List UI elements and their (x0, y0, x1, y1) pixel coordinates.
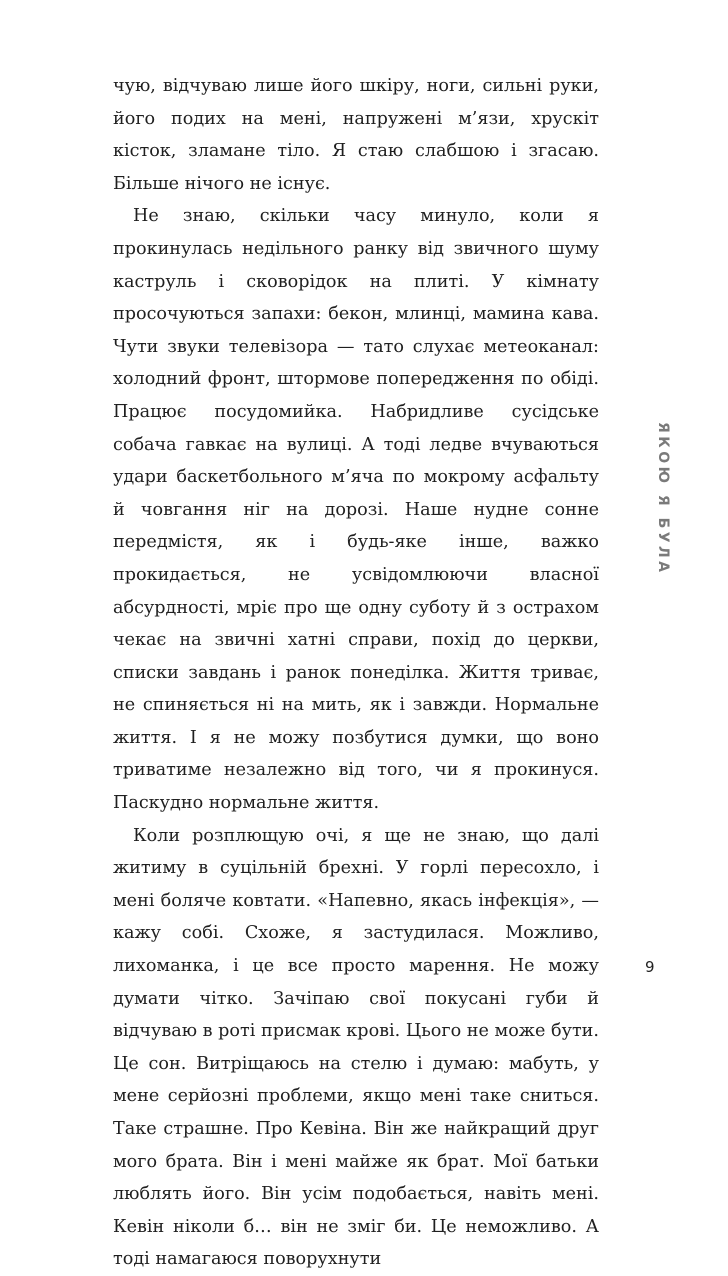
body-text (113, 70, 599, 1276)
paragraph: Не знаю, скільки часу минуло, коли я прокинулась недільного ранку від звичного шуму каструль і сковорідок на плиті. У кімнату просочуються запахи: бекон, млинці, мамина кава. Чути звуки телевізора — тато слухає метеоканал: холодний фронт, штормове попередження по обіді. Працює посудомийка. Набридливе сусідське собача гавкає на вулиці. А тоді ледве вчуваються удари баскетбольного м’яча по мокрому асфальту й човгання ніг на дорозі. Наше нудне сонне передмістя, як і будь-яке інше, важко прокидається, не усвідомлюючи власної абсурдності, мріє про ще одну суботу й з острахом чекає на звичні хатні справи, похід до церкви, списки завдань і ранок понеділка. Життя триває, не спиняється ні на мить, як і завжди. Нормальне життя. І я не можу позбутися думки, що воно триватиме незалежно від того, чи я прокинуся. Паскудно нормальне життя. (113, 206, 599, 814)
running-head: ЯКОЮ Я БУЛА (655, 422, 671, 576)
paragraph-continued: чую, відчуваю лише його шкіру, ноги, сильні руки, його подих на мені, напружені м’язи, хрускіт кісток, зламане тіло. Я стаю слабшою і згасаю. Більше нічого не існує. (113, 76, 599, 194)
page-number: 9 (645, 958, 655, 976)
paragraph: Коли розплющую очі, я ще не знаю, що далі житиму в суцільній брехні. У горлі пересохло, і мені боляче ковтати. «Напевно, якась інфекція», — кажу собі. Схоже, я застудилася. Можливо, лихоманка, і це все просто марення. Не можу думати чітко. Зачіпаю свої покусані губи й відчуваю в роті присмак крові. Цього не може бути. Це сон. Витріщаюсь на стелю і думаю: мабуть, у мене серйозні проблеми, якщо мені таке сниться. Таке страшне. Про Кевіна. Він же найкращий друг мого брата. Він і мені майже як брат. Мої батьки люблять його. Він усім подобається, навіть мені. Кевін ніколи б… він не зміг би. Це неможливо. А тоді намагаюся поворухнути (113, 825, 599, 1270)
